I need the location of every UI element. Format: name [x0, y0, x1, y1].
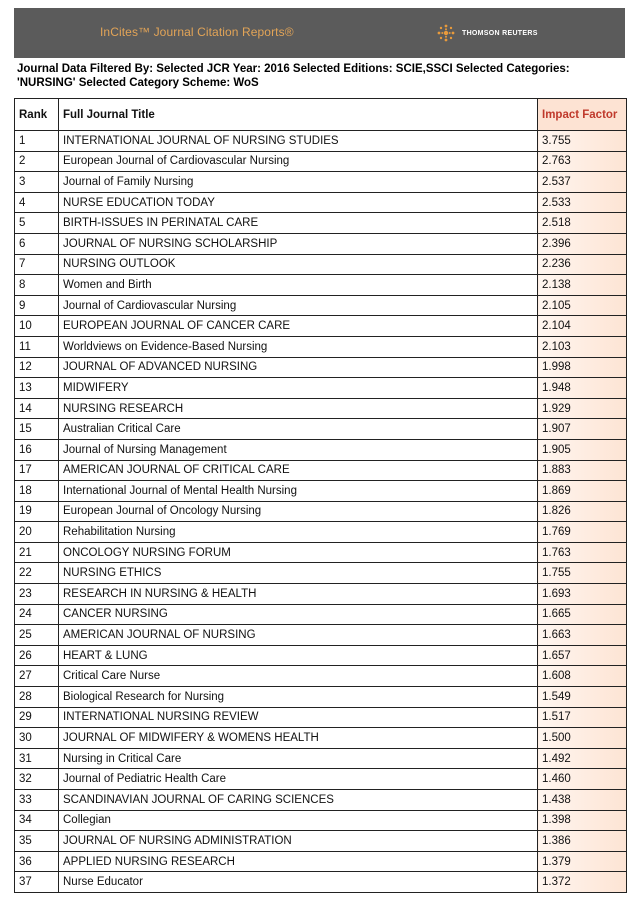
rank-cell: 15	[15, 419, 59, 440]
thomson-reuters-logo	[436, 23, 538, 43]
rank-cell: 1	[15, 131, 59, 152]
impact-factor-cell: 1.998	[538, 357, 627, 378]
table-row	[15, 233, 627, 254]
journal-title-cell: ONCOLOGY NURSING FORUM	[59, 542, 538, 563]
table-row	[15, 604, 627, 625]
table-row	[15, 790, 627, 811]
table-row	[15, 645, 627, 666]
journal-title-cell: Collegian	[59, 810, 538, 831]
journal-title-cell: Journal of Nursing Management	[59, 439, 538, 460]
table-row	[15, 151, 627, 172]
rank-cell: 8	[15, 275, 59, 296]
impact-factor-cell: 2.537	[538, 172, 627, 193]
impact-factor-cell: 1.663	[538, 625, 627, 646]
rank-cell: 36	[15, 851, 59, 872]
table-row	[15, 419, 627, 440]
rank-cell: 20	[15, 522, 59, 543]
table-row	[15, 810, 627, 831]
filter-description: Journal Data Filtered By: Selected JCR Year: 2016 Selected Editions: SCIE,SSCI Selected Categories: 'NURSING' Selected Category Scheme: WoS	[17, 63, 570, 89]
table-row	[15, 336, 627, 357]
journal-title-cell: JOURNAL OF ADVANCED NURSING	[59, 357, 538, 378]
table-body	[15, 131, 627, 893]
impact-factor-cell: 1.755	[538, 563, 627, 584]
table-row	[15, 501, 627, 522]
journal-title-cell: Biological Research for Nursing	[59, 687, 538, 708]
journal-title-cell: EUROPEAN JOURNAL OF CANCER CARE	[59, 316, 538, 337]
journal-title-cell: INTERNATIONAL JOURNAL OF NURSING STUDIES	[59, 131, 538, 152]
impact-factor-cell: 2.533	[538, 192, 627, 213]
table-row	[15, 481, 627, 502]
journal-title-cell: NURSE EDUCATION TODAY	[59, 192, 538, 213]
rank-cell: 37	[15, 872, 59, 893]
journal-title-cell: Women and Birth	[59, 275, 538, 296]
table-row	[15, 542, 627, 563]
table-row	[15, 625, 627, 646]
table-row	[15, 687, 627, 708]
rank-cell: 33	[15, 790, 59, 811]
impact-factor-cell: 1.929	[538, 398, 627, 419]
table-row	[15, 584, 627, 605]
impact-factor-header: Impact Factor	[538, 99, 627, 131]
journal-title-cell: HEART & LUNG	[59, 645, 538, 666]
impact-factor-cell: 3.755	[538, 131, 627, 152]
rank-cell: 2	[15, 151, 59, 172]
impact-factor-cell: 1.769	[538, 522, 627, 543]
rank-cell: 35	[15, 831, 59, 852]
rank-cell: 32	[15, 769, 59, 790]
impact-factor-cell: 1.460	[538, 769, 627, 790]
journal-title-cell: JOURNAL OF NURSING ADMINISTRATION	[59, 831, 538, 852]
journal-title-cell: APPLIED NURSING RESEARCH	[59, 851, 538, 872]
rank-cell: 7	[15, 254, 59, 275]
impact-factor-cell: 1.379	[538, 851, 627, 872]
rank-cell: 16	[15, 439, 59, 460]
rank-cell: 25	[15, 625, 59, 646]
journal-title-cell: Australian Critical Care	[59, 419, 538, 440]
table-row	[15, 851, 627, 872]
rank-cell: 3	[15, 172, 59, 193]
impact-factor-cell: 1.492	[538, 748, 627, 769]
impact-factor-cell: 1.693	[538, 584, 627, 605]
table-row	[15, 563, 627, 584]
rank-cell: 26	[15, 645, 59, 666]
rank-cell: 12	[15, 357, 59, 378]
impact-factor-cell: 1.665	[538, 604, 627, 625]
table-row	[15, 295, 627, 316]
impact-factor-cell: 2.763	[538, 151, 627, 172]
rank-cell: 19	[15, 501, 59, 522]
rank-cell: 22	[15, 563, 59, 584]
journal-title-cell: JOURNAL OF NURSING SCHOLARSHIP	[59, 233, 538, 254]
impact-factor-cell: 1.372	[538, 872, 627, 893]
rank-cell: 30	[15, 728, 59, 749]
thomson-reuters-dots-icon	[436, 23, 456, 43]
journal-title-cell: RESEARCH IN NURSING & HEALTH	[59, 584, 538, 605]
journal-title-cell: AMERICAN JOURNAL OF CRITICAL CARE	[59, 460, 538, 481]
journal-title-cell: CANCER NURSING	[59, 604, 538, 625]
rank-cell: 5	[15, 213, 59, 234]
journal-title-cell: Nursing in Critical Care	[59, 748, 538, 769]
impact-factor-cell: 1.905	[538, 439, 627, 460]
report-banner	[14, 8, 625, 58]
journal-title-cell: NURSING RESEARCH	[59, 398, 538, 419]
journal-title-cell: Worldviews on Evidence-Based Nursing	[59, 336, 538, 357]
thomson-reuters-text: THOMSON REUTERS	[462, 29, 538, 37]
rank-cell: 27	[15, 666, 59, 687]
journal-title-cell: INTERNATIONAL NURSING REVIEW	[59, 707, 538, 728]
impact-factor-cell: 2.103	[538, 336, 627, 357]
impact-factor-cell: 1.608	[538, 666, 627, 687]
journal-title-cell: Rehabilitation Nursing	[59, 522, 538, 543]
journal-ranking-table	[14, 98, 627, 893]
impact-factor-cell: 1.883	[538, 460, 627, 481]
journal-title-cell: European Journal of Oncology Nursing	[59, 501, 538, 522]
rank-header: Rank	[15, 99, 59, 131]
rank-cell: 24	[15, 604, 59, 625]
journal-title-cell: AMERICAN JOURNAL OF NURSING	[59, 625, 538, 646]
rank-cell: 6	[15, 233, 59, 254]
table-row	[15, 213, 627, 234]
journal-title-cell: Journal of Cardiovascular Nursing	[59, 295, 538, 316]
impact-factor-cell: 1.869	[538, 481, 627, 502]
table-row	[15, 378, 627, 399]
table-row	[15, 254, 627, 275]
table-row	[15, 728, 627, 749]
rank-cell: 29	[15, 707, 59, 728]
impact-factor-cell: 2.518	[538, 213, 627, 234]
impact-factor-cell: 1.500	[538, 728, 627, 749]
table-row	[15, 769, 627, 790]
journal-title-cell: NURSING OUTLOOK	[59, 254, 538, 275]
table-row	[15, 666, 627, 687]
impact-factor-cell: 2.236	[538, 254, 627, 275]
impact-factor-cell: 1.438	[538, 790, 627, 811]
table-row	[15, 872, 627, 893]
rank-cell: 18	[15, 481, 59, 502]
impact-factor-cell: 2.138	[538, 275, 627, 296]
impact-factor-cell: 1.657	[538, 645, 627, 666]
impact-factor-cell: 2.104	[538, 316, 627, 337]
rank-cell: 34	[15, 810, 59, 831]
impact-factor-cell: 1.517	[538, 707, 627, 728]
journal-title-cell: NURSING ETHICS	[59, 563, 538, 584]
journal-title-cell: JOURNAL OF MIDWIFERY & WOMENS HEALTH	[59, 728, 538, 749]
rank-cell: 14	[15, 398, 59, 419]
table-row	[15, 172, 627, 193]
impact-factor-cell: 1.549	[538, 687, 627, 708]
rank-cell: 9	[15, 295, 59, 316]
rank-cell: 11	[15, 336, 59, 357]
rank-cell: 21	[15, 542, 59, 563]
table-row	[15, 460, 627, 481]
impact-factor-cell: 1.948	[538, 378, 627, 399]
journal-title-cell: MIDWIFERY	[59, 378, 538, 399]
rank-cell: 4	[15, 192, 59, 213]
rank-cell: 28	[15, 687, 59, 708]
table-row	[15, 707, 627, 728]
impact-factor-cell: 1.763	[538, 542, 627, 563]
journal-title-cell: European Journal of Cardiovascular Nursing	[59, 151, 538, 172]
table-row	[15, 275, 627, 296]
impact-factor-cell: 1.907	[538, 419, 627, 440]
impact-factor-cell: 2.396	[538, 233, 627, 254]
journal-title-cell: Journal of Family Nursing	[59, 172, 538, 193]
impact-factor-cell: 1.826	[538, 501, 627, 522]
table-row	[15, 831, 627, 852]
table-row	[15, 192, 627, 213]
rank-cell: 17	[15, 460, 59, 481]
table-row	[15, 522, 627, 543]
impact-factor-cell: 1.386	[538, 831, 627, 852]
rank-cell: 10	[15, 316, 59, 337]
table-row	[15, 439, 627, 460]
rank-cell: 13	[15, 378, 59, 399]
table-row	[15, 357, 627, 378]
journal-title-cell: Nurse Educator	[59, 872, 538, 893]
journal-title-cell: Journal of Pediatric Health Care	[59, 769, 538, 790]
impact-factor-cell: 2.105	[538, 295, 627, 316]
rank-cell: 23	[15, 584, 59, 605]
impact-factor-cell: 1.398	[538, 810, 627, 831]
incites-jcr-logo-text: InCites™ Journal Citation Reports®	[100, 25, 294, 39]
journal-title-cell: BIRTH-ISSUES IN PERINATAL CARE	[59, 213, 538, 234]
table-row	[15, 398, 627, 419]
journal-title-cell: Critical Care Nurse	[59, 666, 538, 687]
table-row	[15, 748, 627, 769]
rank-cell: 31	[15, 748, 59, 769]
journal-title-cell: International Journal of Mental Health Nursing	[59, 481, 538, 502]
table-row	[15, 131, 627, 152]
table-row	[15, 316, 627, 337]
journal-title-cell: SCANDINAVIAN JOURNAL OF CARING SCIENCES	[59, 790, 538, 811]
title-header: Full Journal Title	[59, 99, 538, 131]
table-header-row	[15, 99, 627, 131]
